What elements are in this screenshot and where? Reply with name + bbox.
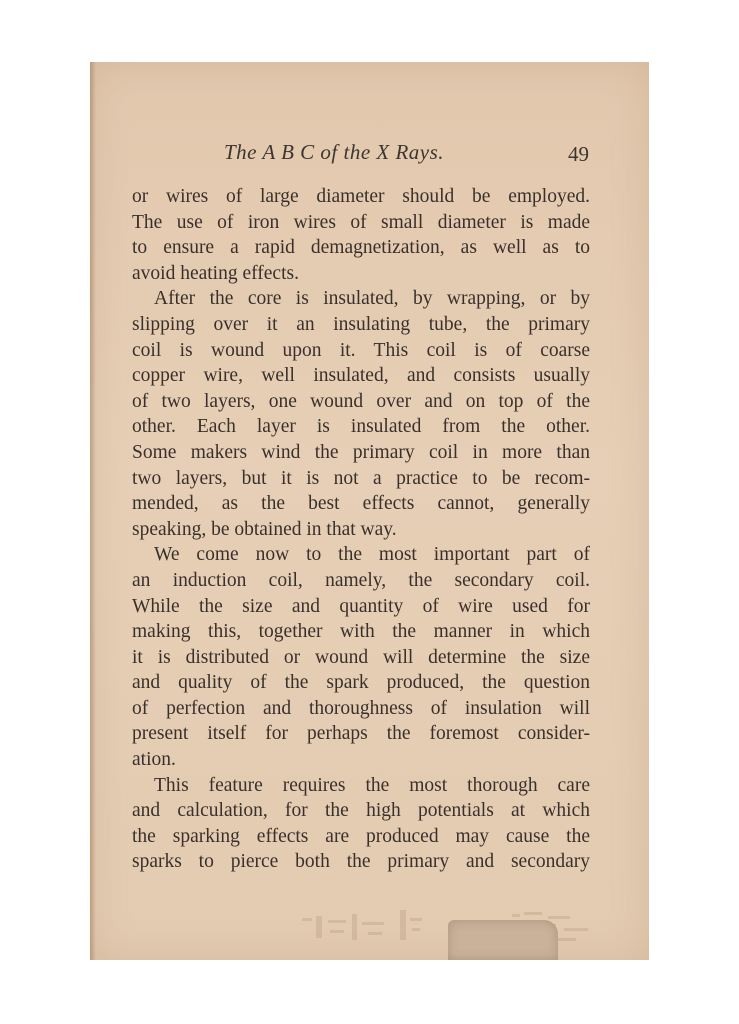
running-head [90,140,649,170]
text-line: While the size and quantity of wire used for [132,595,590,617]
text-line: We come now to the most important part of [154,544,590,566]
text-line: of two layers, one wound over and on top of the [132,390,590,412]
text-line: of perfection and thoroughness of insulation will [132,697,590,719]
text-line: mended, as the best effects cannot, generally [132,493,590,515]
text-line: an induction coil, namely, the secondary coil. [132,569,590,591]
text-line: to ensure a rapid demagnetization, as well as to [132,237,590,259]
text-line: coil is wound upon it. This coil is of coarse [132,339,590,361]
text-line: This feature requires the most thorough care [154,774,590,796]
text-line: the sparking effects are produced may cause the [132,825,590,847]
text-line: After the core is insulated, by wrapping, or by [154,288,590,310]
text-line: sparks to pierce both the primary and secondary [132,851,590,873]
text-line: speaking, be obtained in that way. [132,518,397,540]
text-line: slipping over it an insulating tube, the primary [132,313,590,335]
text-line: and quality of the spark produced, the question [132,672,590,694]
text-line: present itself for perhaps the foremost consider- [132,723,590,745]
page-number: 49 [568,142,589,166]
text-line: Some makers wind the primary coil in more than [132,441,590,463]
running-head-title: The A B C of the X Rays. [224,140,445,164]
text-line: two layers, but it is not a practice to be recom- [132,467,590,489]
text-line: or wires of large diameter should be employed. [132,186,590,207]
text-line: it is distributed or wound will determine the size [132,646,590,668]
text-line: other. Each layer is insulated from the other. [132,416,590,438]
text-line: making this, together with the manner in which [132,621,590,643]
text-line: copper wire, well insulated, and consists usually [132,365,590,387]
body-text [132,184,590,875]
book-page [90,62,649,960]
text-line: ation. [132,749,176,771]
text-line: and calculation, for the high potentials at which [132,800,590,822]
text-line: The use of iron wires of small diameter is made [132,211,590,233]
paper-tab [448,920,558,960]
text-line: avoid heating effects. [132,262,299,284]
